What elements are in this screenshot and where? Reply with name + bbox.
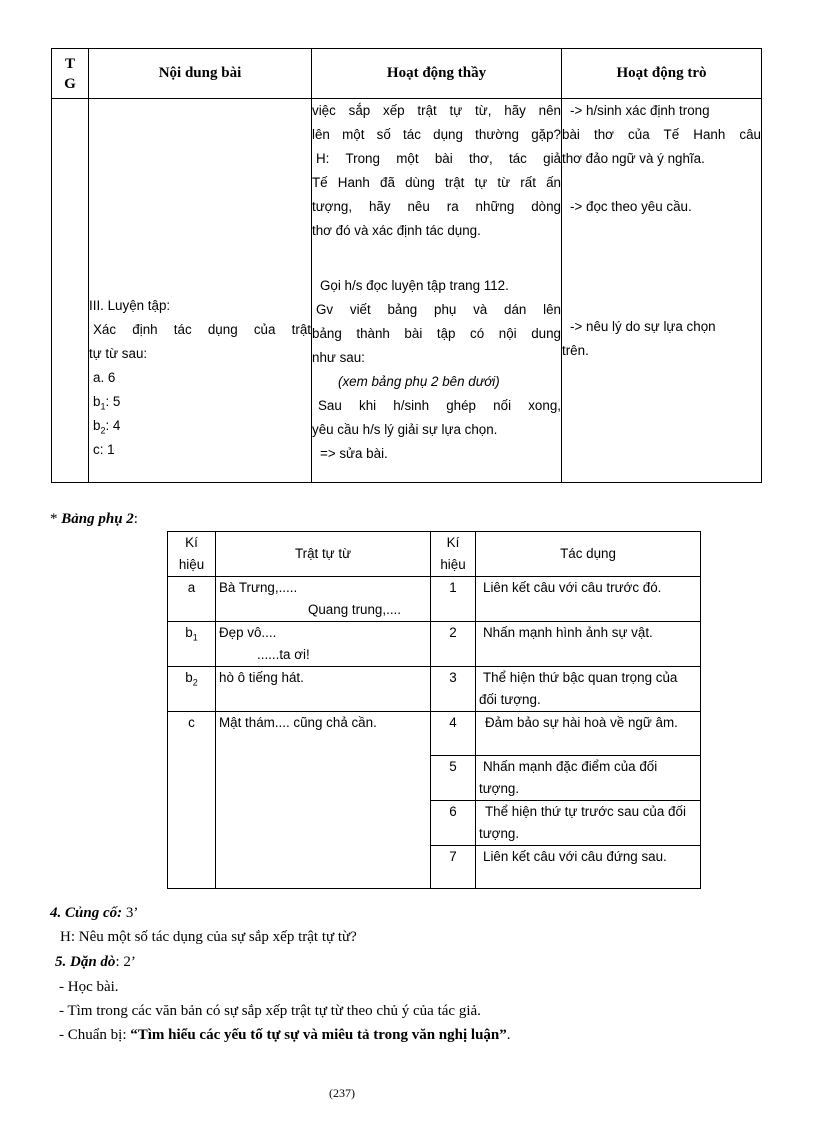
board-word-line: Đẹp vô.... <box>219 625 277 640</box>
board-effect <box>476 801 701 846</box>
homework-time: : 2’ <box>115 954 136 970</box>
homework-title: 5. Dặn dò <box>55 954 116 970</box>
lesson-body-row <box>52 99 762 483</box>
board-effect <box>476 622 701 667</box>
board-effect-text: Thể hiện thứ tự trước sau của đối tượng. <box>479 804 686 841</box>
board-effect-text: Nhấn mạnh hình ảnh sự vật. <box>483 625 653 640</box>
board-effect-text: Thể hiện thứ bậc quan trọng của đối tượng. <box>479 670 678 707</box>
board-table <box>167 531 701 889</box>
board-symbol: a <box>168 577 216 622</box>
homework-item-suffix: . <box>506 1027 511 1043</box>
board-symbol-sub: 2 <box>192 677 198 688</box>
board-symbol-letter: b <box>185 625 193 640</box>
teacher-cell <box>312 99 562 483</box>
board-effect <box>476 846 701 889</box>
board-effect-text: Liên kết câu với câu đứng sau. <box>483 849 667 864</box>
teacher-line: tượng, hãy nêu ra những dòng <box>312 199 561 215</box>
tg-cell <box>52 99 89 483</box>
header-student: Hoạt động trò <box>562 49 762 99</box>
content-line <box>89 390 311 414</box>
board-effect <box>476 756 701 801</box>
student-line: -> đọc theo yêu cầu. <box>570 199 692 215</box>
header-tg: T G <box>52 49 89 99</box>
teacher-line: Gọi h/s đọc luyện tập trang 112. <box>320 277 509 293</box>
content-line: Xác định tác dụng của trật <box>93 321 311 337</box>
content-line: c: 1 <box>93 442 115 458</box>
homework-item: - Học bài. <box>59 979 119 995</box>
board-number: 6 <box>431 801 476 846</box>
homework-item-prefix: - Chuẩn bị: <box>59 1027 131 1043</box>
consolidation-question: H: Nêu một số tác dụng của sự sắp xếp trật tự từ? <box>60 929 357 945</box>
board-symbol <box>168 622 216 667</box>
content-line: tự từ sau: <box>89 345 148 361</box>
content-symbol: b <box>93 418 101 434</box>
board-symbol <box>168 667 216 712</box>
content-line: III. Luyện tập: <box>89 297 171 313</box>
teacher-line: lên một số tác dụng thường gặp? <box>312 127 561 143</box>
homework-item <box>59 1027 511 1044</box>
content-subscript: 2 <box>100 425 106 436</box>
student-line: -> h/sinh xác định trong <box>570 103 710 118</box>
board-effect-text: Đảm bảo sự hài hoà về ngữ âm. <box>485 715 678 730</box>
board-number: 7 <box>431 846 476 889</box>
board-word-order <box>216 622 431 667</box>
board-number: 4 <box>431 712 476 756</box>
board-word-line: Quang trung,.... <box>307 602 401 617</box>
teacher-line: bảng thành bài tập có nội dung <box>312 325 561 341</box>
board-header-row <box>168 532 701 577</box>
content-line: a. 6 <box>93 370 116 386</box>
board-symbol-letter: b <box>185 670 193 685</box>
board-word-line: ......ta ơi! <box>257 647 310 662</box>
board-effect <box>476 667 701 712</box>
content-subscript: 1 <box>100 401 106 412</box>
student-cell <box>562 99 762 483</box>
student-line: bài thơ của Tế Hanh câu <box>562 127 761 143</box>
board-label-suffix: : <box>133 511 138 527</box>
teacher-line: => sửa bài. <box>320 446 388 462</box>
teacher-line: việc sắp xếp trật tự từ, hãy nên <box>312 103 561 118</box>
board-word-order <box>216 577 431 622</box>
board-label-prefix: * <box>50 511 58 527</box>
teacher-line: H: Trong một bài thơ, tác giả <box>316 151 561 167</box>
content-value: : 5 <box>105 394 121 410</box>
homework-item: - Tìm trong các văn bản có sự sắp xếp trật tự từ theo chủ ý của tác giả. <box>59 1003 481 1019</box>
consolidation-title: 4. Củng cố: <box>50 905 123 921</box>
teacher-line-italic: (xem bảng phụ 2 bên dưới) <box>338 373 500 389</box>
content-line <box>89 414 311 438</box>
board-label <box>50 511 138 528</box>
content-cell <box>89 99 312 483</box>
teacher-line: như sau: <box>312 349 365 365</box>
board-effect <box>476 712 701 756</box>
board-number: 2 <box>431 622 476 667</box>
board-header-effect: Tác dụng <box>476 532 701 577</box>
board-effect <box>476 577 701 622</box>
homework-heading <box>55 954 136 971</box>
homework-item-bold: “Tìm hiểu các yếu tố tự sự và miêu tả trong văn nghị luận” <box>130 1027 507 1043</box>
board-effect-text: Liên kết câu với câu trước đó. <box>483 580 662 595</box>
board-effect-text: Nhấn mạnh đặc điểm của đối tượng. <box>479 759 658 796</box>
board-header-symbol: Kí hiệu <box>168 532 216 577</box>
board-label-title: Bảng phụ 2 <box>61 511 134 527</box>
teacher-line: Sau khi h/sinh ghép nối xong, <box>318 398 561 414</box>
board-number: 1 <box>431 577 476 622</box>
board-row <box>168 622 701 667</box>
board-symbol: c <box>168 712 216 889</box>
board-row <box>168 577 701 622</box>
board-number: 3 <box>431 667 476 712</box>
board-header-order: Trật tự từ <box>216 532 431 577</box>
student-line: thơ đảo ngữ và ý nghĩa. <box>562 151 705 167</box>
board-word-order: Mật thám.... cũng chả cần. <box>216 712 431 889</box>
page-number: (237) <box>329 1086 355 1100</box>
consolidation-time: 3’ <box>125 905 139 921</box>
content-symbol: b <box>93 394 101 410</box>
lesson-header-row <box>52 49 762 99</box>
lesson-table <box>51 48 762 483</box>
board-word-line: Bà Trưng,..... <box>219 580 298 595</box>
teacher-line: yêu cầu h/s lý giải sự lựa chọn. <box>312 422 498 438</box>
header-teacher: Hoạt động thầy <box>312 49 562 99</box>
header-content: Nội dung bài <box>89 49 312 99</box>
board-number: 5 <box>431 756 476 801</box>
student-line: -> nêu lý do sự lựa chọn <box>570 319 716 335</box>
consolidation-heading <box>50 905 138 922</box>
teacher-line: thơ đó và xác định tác dụng. <box>312 223 481 239</box>
board-row <box>168 712 701 756</box>
board-word-order: hò ô tiếng hát. <box>216 667 431 712</box>
board-symbol-sub: 1 <box>192 632 198 643</box>
student-line: trên. <box>562 343 589 359</box>
teacher-line: Tế Hanh đã dùng trật tự từ rất ấn <box>312 175 561 191</box>
content-value: : 4 <box>105 418 121 434</box>
teacher-line: Gv viết bảng phụ và dán lên <box>316 301 561 317</box>
board-header-symbol2: Kí hiệu <box>431 532 476 577</box>
board-row <box>168 667 701 712</box>
